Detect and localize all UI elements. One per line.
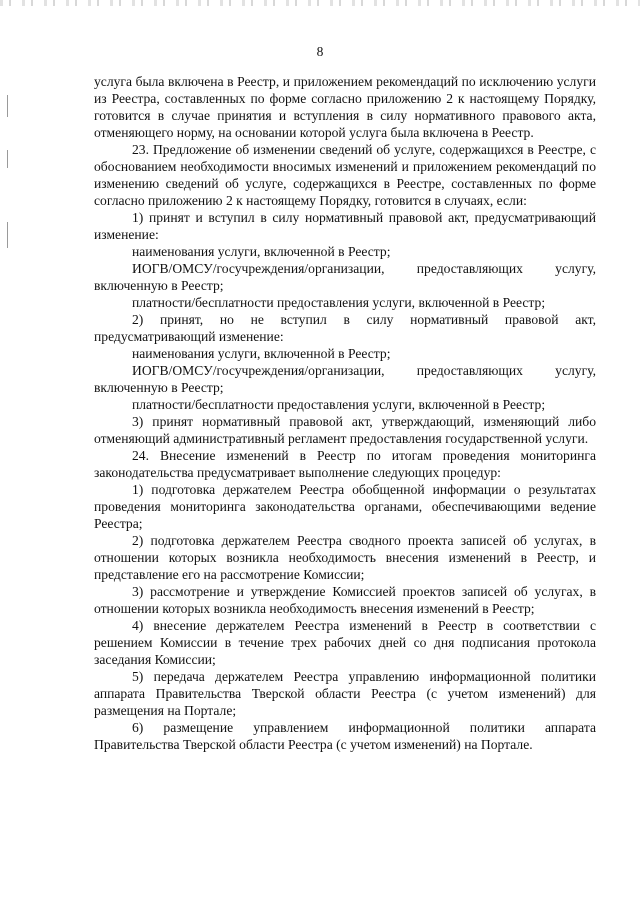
paragraph: 6) размещение управлением информационной политики аппарата Правительства Тверской области Реестра (с учетом изменений) на Портале. [94,720,596,752]
paragraph: наименования услуги, включенной в Реестр; [132,244,391,259]
paragraph: 23. Предложение об изменении сведений об услуге, содержащихся в Реестре, с обоснованием необходимости вносимых изменений и приложением рекомендаций по изменению сведений об услуге, содержащихся в Реестре, составленных по форме согласно приложению 2 к настоящему Порядку, готовится в случаях, если: [94,142,596,208]
paragraph: 2) подготовка держателем Реестра сводного проекта записей об услугах, в отношении которых возникла необходимость внесения изменений в Реестр, и представление его на рассмотрение Комиссии; [94,533,596,582]
document-body [94,73,596,753]
scan-margin-mark [7,95,8,117]
paragraph: платности/бесплатности предоставления услуги, включенной в Реестр; [132,295,546,310]
paragraph: 3) принят нормативный правовой акт, утверждающий, изменяющий либо отменяющий административный регламент предоставления государственной услуги. [94,414,596,446]
page-number: 8 [316,44,324,59]
paragraph: услуга была включена в Реестр, и приложением рекомендаций по исключению услуги из Реестра, составленных по форме согласно приложению 2 к настоящему Порядку, готовится в случае принятия и вступления в силу нормативного правового акта, отменяющего норму, на основании которой услуга была включена в Реестр. [94,74,596,140]
paragraph: 1) подготовка держателем Реестра обобщенной информации о результатах проведения мониторинга законодательства органами, обеспечивающими ведение Реестра; [94,482,596,531]
paragraph: платности/бесплатности предоставления услуги, включенной в Реестр; [132,397,546,412]
paragraph: ИОГВ/ОМСУ/госучреждения/организации, предоставляющих услугу, включенную в Реестр; [94,363,596,395]
scan-artifact-strip [0,0,640,6]
paragraph: наименования услуги, включенной в Реестр; [132,346,391,361]
paragraph: 2) принят, но не вступил в силу нормативный правовой акт, предусматривающий изменение: [94,312,596,344]
paragraph: 3) рассмотрение и утверждение Комиссией проектов записей об услугах, в отношении которых возникла необходимость внесения изменений в Реестр; [94,584,596,616]
paragraph: ИОГВ/ОМСУ/госучреждения/организации, предоставляющих услугу, включенную в Реестр; [94,261,596,293]
paragraph: 1) принят и вступил в силу нормативный правовой акт, предусматривающий изменение: [94,210,596,242]
paragraph: 24. Внесение изменений в Реестр по итогам проведения мониторинга законодательства предусматривает выполнение следующих процедур: [94,448,596,480]
paragraph: 4) внесение держателем Реестра изменений в Реестр в соответствии с решением Комиссии в течение трех рабочих дней со дня подписания протокола заседания Комиссии; [94,618,596,667]
paragraph: 5) передача держателем Реестра управлению информационной политики аппарата Правительства Тверской области Реестра (с учетом изменений) для размещения на Портале; [94,669,596,718]
scan-margin-mark [7,150,8,168]
scan-margin-mark [7,222,8,248]
